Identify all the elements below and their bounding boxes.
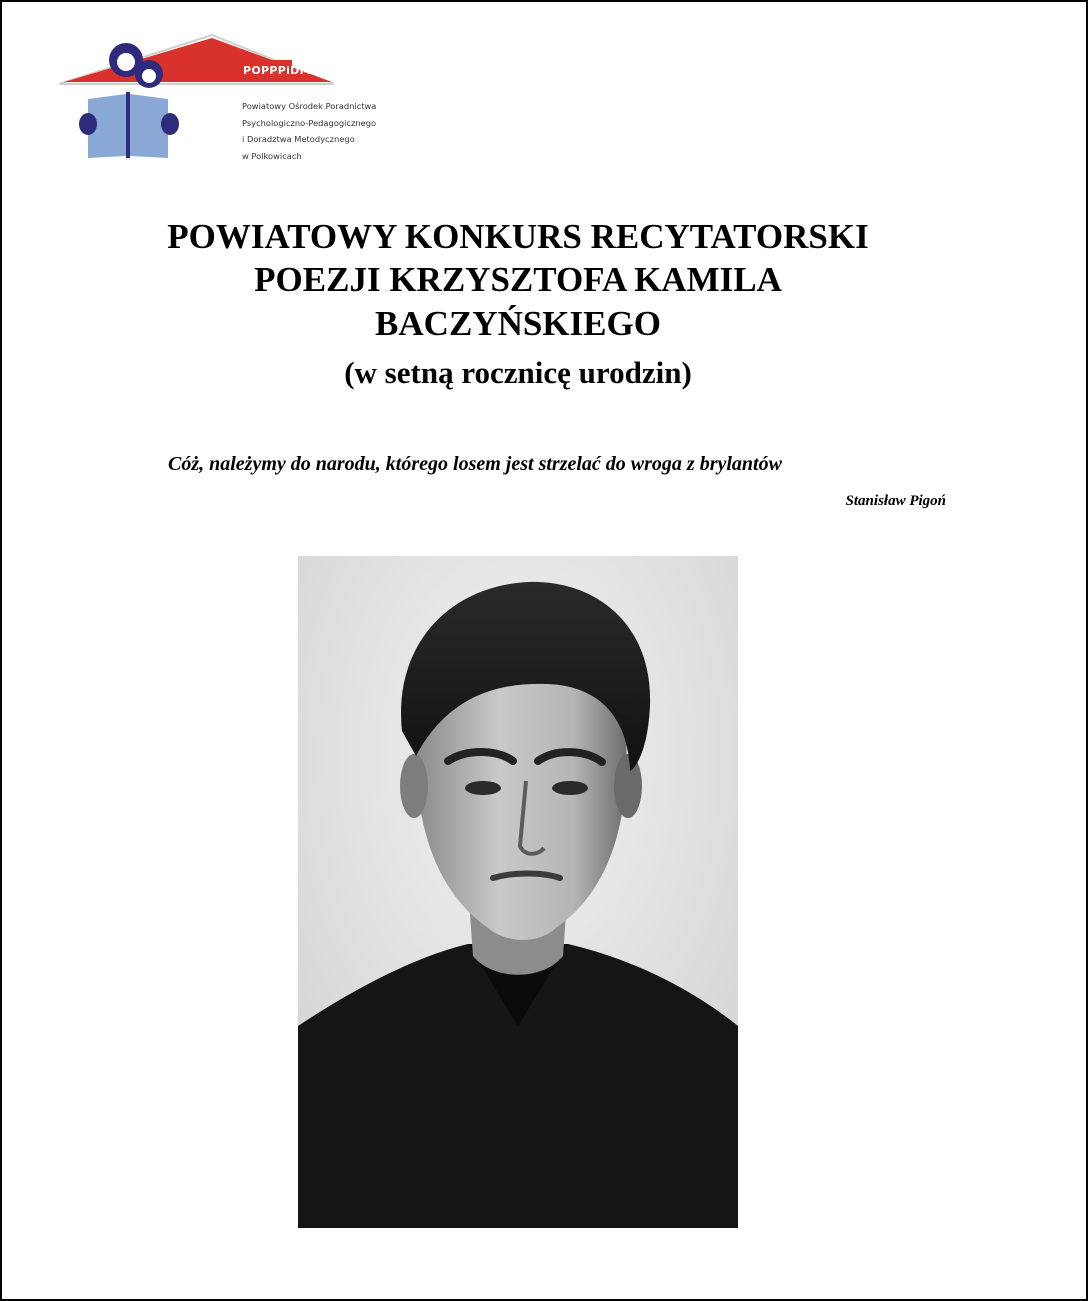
title-line-1: POWIATOWY KONKURS RECYTATORSKI — [167, 217, 869, 256]
epigraph-quote: Cóż, należymy do narodu, którego losem jest strzelać do wroga z brylantów — [168, 453, 782, 475]
logo-line: i Doradztwa Metodycznego — [242, 134, 355, 144]
logo-line: w Polkowicach — [242, 150, 302, 161]
poppp-logo — [54, 32, 377, 162]
title-line-2: POEZJI KRZYSZTOFA KAMILA — [254, 260, 782, 299]
logo-line: Powiatowy Ośrodek Poradnictwa — [242, 101, 377, 111]
subtitle: (w setną rocznicę urodzin) — [344, 355, 692, 390]
logo-acronym: POPPPiDM — [243, 64, 311, 77]
epigraph-author: Stanisław Pigoń — [845, 493, 946, 509]
title-line-3: BACZYŃSKIEGO — [375, 304, 661, 343]
portrait-icon — [298, 556, 738, 1228]
portrait-photo — [298, 556, 738, 1228]
logo-line: Psychologiczno-Pedagogicznego — [242, 117, 377, 128]
logo-institution-name — [242, 98, 402, 164]
